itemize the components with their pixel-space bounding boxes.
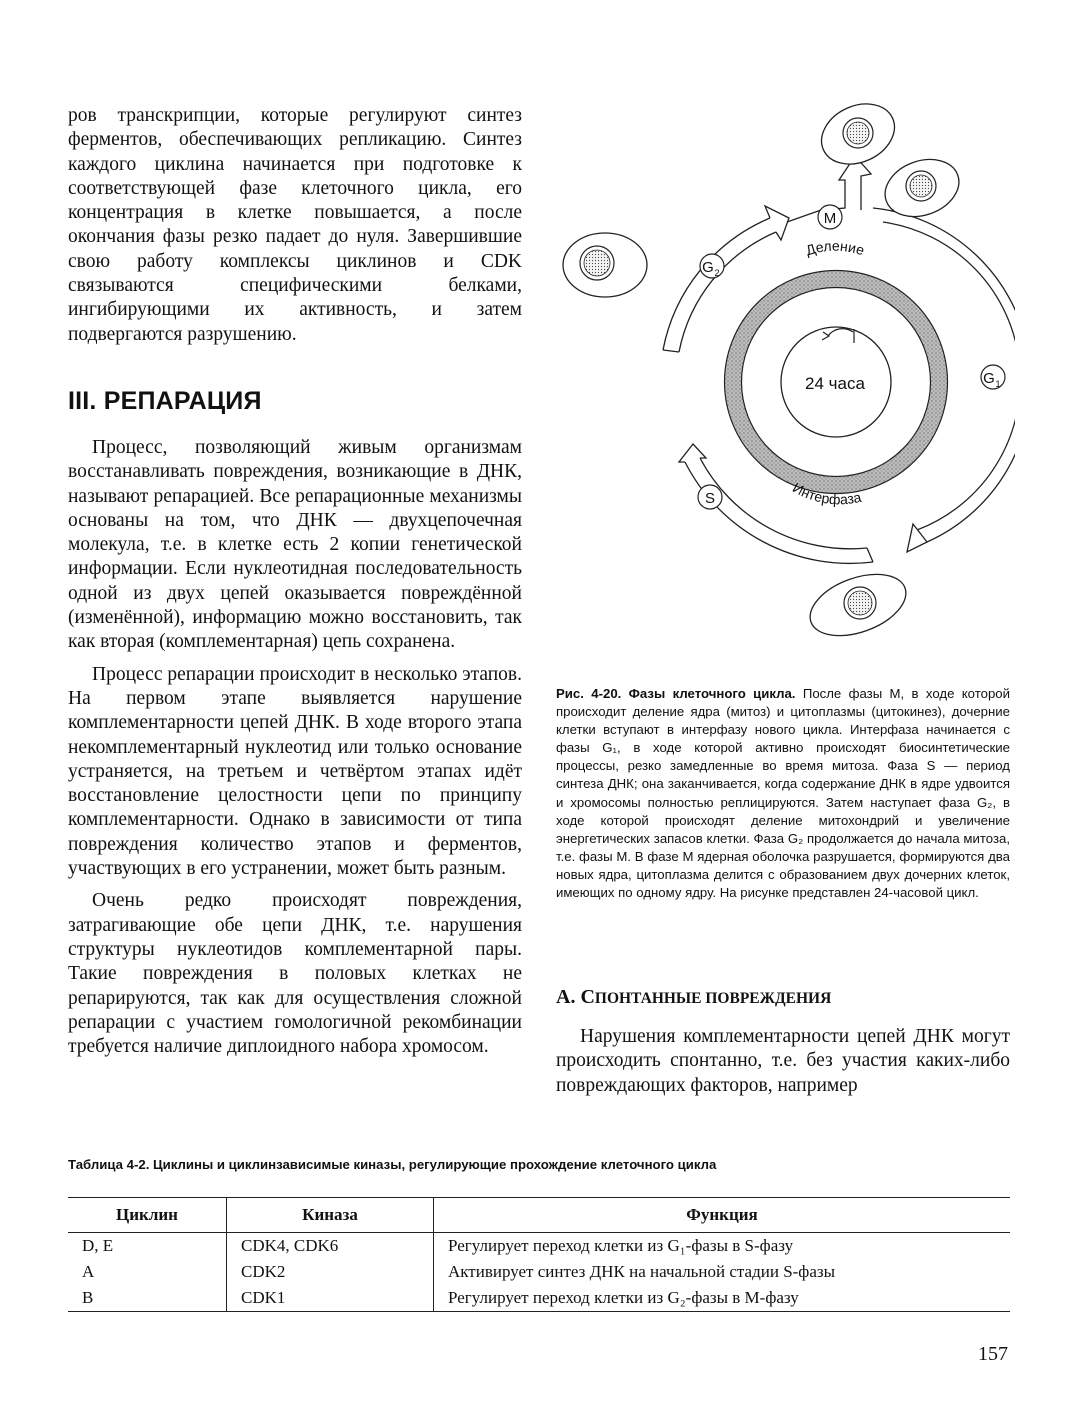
cell-cycle-figure — [555, 100, 1015, 660]
cell-cycle-diagram — [555, 100, 1015, 660]
cyclin-table — [68, 1197, 1010, 1312]
right-column — [556, 1025, 1010, 1098]
left-column — [68, 104, 522, 1059]
header-cyclin: Циклин — [68, 1198, 227, 1233]
cell-cyclin: B — [68, 1285, 227, 1312]
table-row — [68, 1233, 1010, 1260]
svg-text:G: G — [983, 370, 995, 387]
svg-text:S: S — [704, 490, 716, 507]
cell-kinase: CDK4, CDK6 — [227, 1233, 434, 1260]
cell-kinase: CDK2 — [227, 1259, 434, 1285]
cell-function: Регулирует переход клетки из G₁-фазы в S-фазу — [434, 1233, 1011, 1260]
cell-function: Регулирует переход клетки из G₂-фазы в М-фазу — [434, 1285, 1011, 1312]
svg-text:1: 1 — [995, 379, 1001, 389]
cell-function: Активирует синтез ДНК на начальной стадии S-фазы — [434, 1259, 1011, 1285]
table-row — [68, 1285, 1010, 1312]
table-title: Таблица 4-2. Циклины и циклинзависимые киназы, регулирующие прохождение клеточного цикла — [68, 1157, 717, 1172]
section-heading: III. РЕПАРАЦИЯ — [68, 386, 262, 415]
paragraph-spontaneous: Нарушения комплементарности цепей ДНК могут происходить спонтанно, т.е. без участия каких-либо повреждающих факторов, например — [556, 1026, 1010, 1096]
table-header-row — [68, 1198, 1010, 1233]
svg-text:2: 2 — [714, 268, 720, 278]
subsection-heading — [556, 986, 1010, 1009]
svg-text:G: G — [702, 259, 714, 276]
phase-g2-marker — [700, 254, 724, 278]
cell-cyclin: D, E — [82, 1236, 114, 1255]
center-label: 24 часа — [805, 374, 865, 393]
cell-icon — [802, 563, 914, 648]
subsection-prefix: А. С — [556, 986, 595, 1008]
caption-title: Рис. 4-20. Фазы клеточного цикла. — [556, 686, 796, 701]
cell-cyclin: A — [82, 1262, 95, 1281]
svg-text:M: M — [823, 210, 837, 227]
header-function: Функция — [434, 1198, 1011, 1233]
phase-m-marker — [818, 205, 842, 229]
phase-g1-marker — [981, 365, 1005, 389]
paragraph-double-strand: Очень редко происходят повреждения, затрагивающие обе цепи ДНК, т.е. нарушения структуры нуклеотидов комплементарной пары. Такие повреждения в половых клетках не репарируются, так как для осуществления сложной репарации с участием гомологичной рекомбинации требуется наличие диплоидного набора хромосом. — [68, 890, 522, 1058]
paragraph-cyclins: ров транскрипции, которые регулируют синтез ферментов, обеспечивающих репликацию. Синтез каждого циклина начинается при подготовке к соответствующей фазе клеточного цикла, его концентрация в клетке повышается, а после окончания фазы резко падает до нуля. Завершившие свою работу комплексы циклинов и CDK связываются специфическими белками, ингибирующими их активность, и затем подвергаются разрушению. — [68, 105, 522, 345]
paragraph-repair-intro: Процесс, позволяющий живым организмам восстанавливать повреждения, возникающие в ДНК, называют репарацией. Все репарационные механизмы основаны на том, что ДНК — двухцепочечная молекула, т.е. в клетке есть 2 копии генетической информации. Если нуклеотидная последовательность одной из двух цепей оказывается повреждённой (изменённой), информацию можно восстановить, так как вторая (комплементарная) цепь сохранена. — [68, 436, 522, 653]
cell-kinase: CDK1 — [227, 1285, 434, 1312]
phase-s-marker — [698, 485, 722, 509]
cell-icon — [877, 150, 967, 227]
cell-icon — [563, 233, 647, 297]
page-number: 157 — [978, 1343, 1008, 1365]
header-kinase: Киназа — [227, 1198, 434, 1233]
table-row — [68, 1259, 1010, 1285]
caption-text: После фазы М, в ходе которой происходит деление ядра (митоз) и цитоплазмы (цитокинез), дочерние клетки вступают в интерфазу нового цикла. Интерфаза начинается с фазы G₁, в ходе которой активно происходят биосинтетические процессы, резко замедленные во время митоза. Фаза S — период синтеза ДНК; она заканчивается, когда содержание ДНК в ядре удвоится и хромосомы полностью реплицируются. Затем наступает фаза G₂, в ходе которой происходят деление митохондрий и увеличение энергетических запасов клетки. Фаза G₂ продолжается до начала митоза, т.е. фазы М. В фазе М ядерная оболочка разрушается, формируются два новых ядра, цитоплазма делится с образованием двух дочерних клеток, имеющих по одному ядру. На рисунке представлен 24-часовой цикл. — [556, 686, 1010, 901]
figure-caption — [556, 685, 1010, 902]
division-label: Деление — [803, 237, 867, 259]
subsection-rest: ПОНТАННЫЕ ПОВРЕЖДЕНИЯ — [594, 990, 832, 1007]
interphase-label: Интерфаза — [790, 479, 863, 508]
paragraph-repair-stages: Процесс репарации происходит в несколько этапов. На первом этапе выявляется нарушение комплементарности цепей ДНК. В ходе второго этапа некомплементарный нуклеотид или только основание устраняется, на третьем и четвёртом этапах идёт восстановление целостности цепи по принципу комплементарности. Однако в зависимости от типа повреждения количество этапов и ферментов, участвующих в его устранении, может быть разным. — [68, 663, 522, 880]
